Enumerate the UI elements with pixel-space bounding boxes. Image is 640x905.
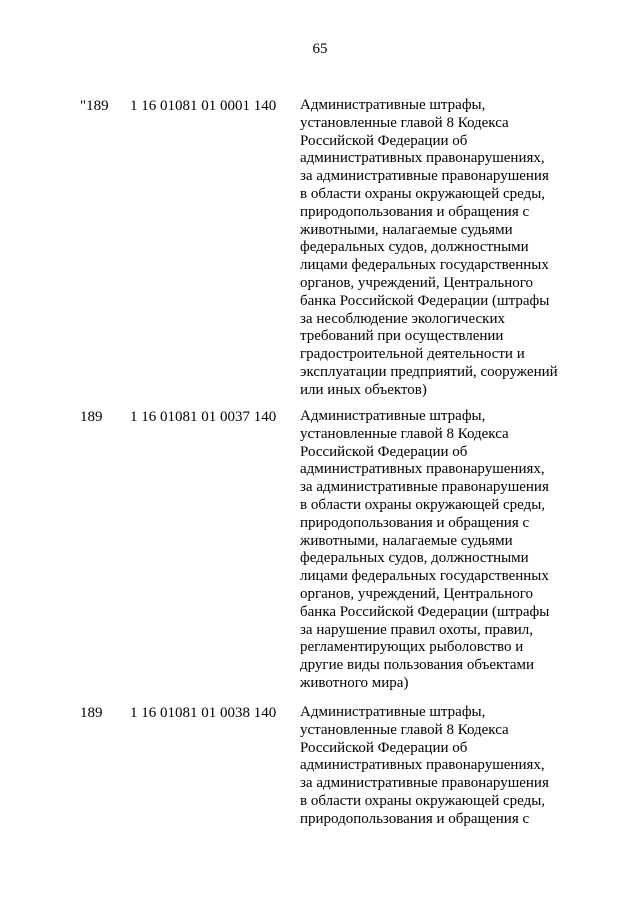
description-line: другие виды пользования объектами <box>300 657 535 674</box>
description-line: в области охраны окружающей среды, <box>300 496 546 513</box>
administrator-code: 189 <box>80 409 103 425</box>
description-line: в области охраны окружающей среды, <box>300 185 546 202</box>
description-line: за административные правонарушения <box>300 479 549 496</box>
description-line: Административные штрафы, <box>300 97 486 113</box>
description-line: федеральных судов, должностными <box>300 239 529 256</box>
description-line: в области охраны окружающей среды, <box>300 792 546 809</box>
description-line: природопользования и обращения с <box>300 514 530 531</box>
description-line: лицами федеральных государственных <box>300 257 549 274</box>
description-line: градостроительной деятельности и <box>300 346 525 363</box>
description-line: банка Российской Федерации (штрафы <box>300 292 550 309</box>
description-line: установленные главой 8 Кодекса <box>300 114 509 131</box>
description-line: Административные штрафы, <box>300 408 486 424</box>
description-line: лицами федеральных государственных <box>300 568 549 585</box>
description-line: Российской Федерации об <box>300 739 468 756</box>
description-line: или иных объектов) <box>300 381 427 398</box>
administrator-code: 189 <box>80 705 103 721</box>
description-line: Административные штрафы, <box>300 704 486 720</box>
description-line: административных правонарушениях, <box>300 757 545 774</box>
description-line: Российской Федерации об <box>300 132 468 149</box>
description-line: за административные правонарушения <box>300 775 549 792</box>
description-line: установленные главой 8 Кодекса <box>300 721 509 738</box>
entry-description <box>300 408 590 693</box>
description-line: за нарушение правил охоты, правил, <box>300 621 534 638</box>
description-line: органов, учреждений, Центрального <box>300 274 534 291</box>
description-line: регламентирующих рыболовство и <box>300 639 524 656</box>
entry-description <box>300 704 590 829</box>
description-line: установленные главой 8 Кодекса <box>300 425 509 442</box>
budget-classification-code: 1 16 01081 01 0037 140 <box>130 409 277 425</box>
description-line: животного мира) <box>300 674 409 691</box>
description-line: федеральных судов, должностными <box>300 550 529 567</box>
description-line: животными, налагаемые судьями <box>300 221 513 238</box>
budget-classification-code: 1 16 01081 01 0001 140 <box>130 98 277 114</box>
description-line: природопользования и обращения с <box>300 810 530 827</box>
budget-classification-code: 1 16 01081 01 0038 140 <box>130 705 277 721</box>
description-line: за административные правонарушения <box>300 168 549 185</box>
administrator-code: "189 <box>80 98 109 114</box>
description-line: эксплуатации предприятий, сооружений <box>300 363 558 380</box>
description-line: Российской Федерации об <box>300 443 468 460</box>
description-line: за несоблюдение экологических <box>300 310 505 327</box>
description-line: животными, налагаемые судьями <box>300 532 513 549</box>
description-line: требований при осуществлении <box>300 328 504 345</box>
entry-description <box>300 97 590 400</box>
description-line: природопользования и обращения с <box>300 203 530 220</box>
description-line: административных правонарушениях, <box>300 461 545 478</box>
description-line: банка Российской Федерации (штрафы <box>300 603 550 620</box>
description-line: органов, учреждений, Центрального <box>300 585 534 602</box>
description-line: административных правонарушениях, <box>300 150 545 167</box>
page-number: 65 <box>312 41 328 57</box>
